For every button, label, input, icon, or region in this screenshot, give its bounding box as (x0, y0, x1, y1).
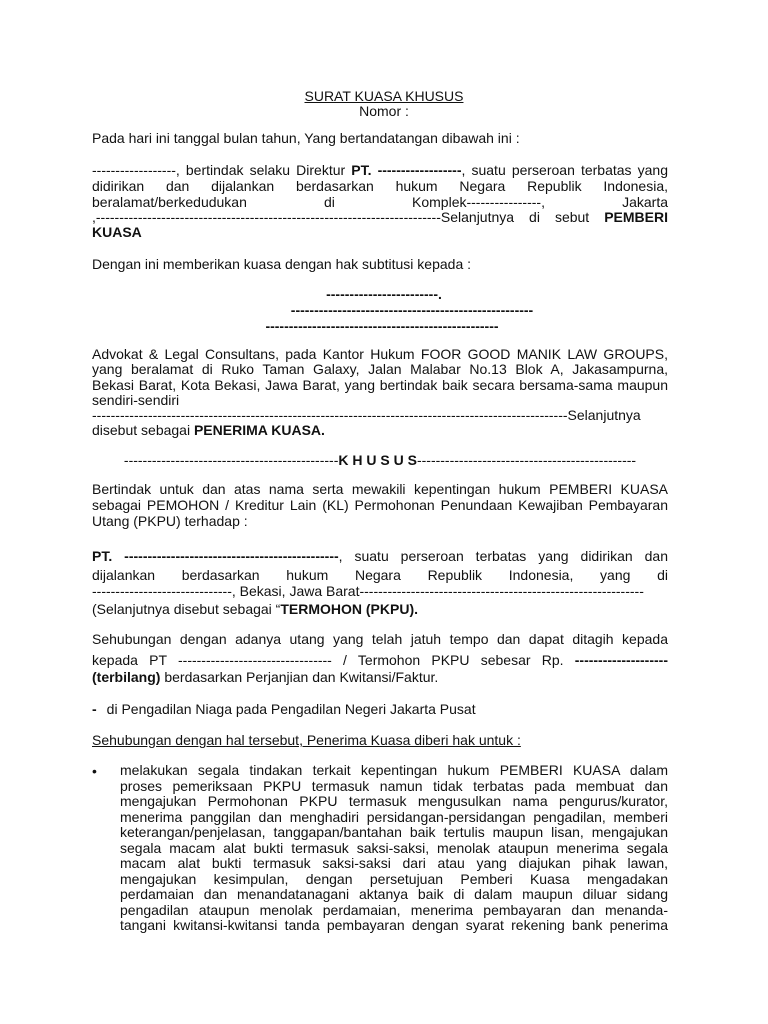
document-title: SURAT KUASA KHUSUS (304, 88, 464, 104)
bertindak-line-1: Bertindak untuk dan atas nama serta mewakili kepentingan hukum PEMBERI KUASA (92, 481, 668, 497)
bullet-line: mengajukan kesimpulan, dengan persetujuan Pemberi Kuasa mengadakan (120, 870, 668, 887)
utang-line-2: kepada PT --------------------------------- / Termohon PKPU sebesar Rp. -------------------- (92, 652, 668, 668)
bullet-icon: • (92, 763, 97, 779)
utang-line-1: Sehubungan dengan adanya utang yang telah jatuh tempo dan dapat ditagih kepada (92, 631, 668, 647)
advokat-line-5: ------------------------------------------------------------------------------------------------------Selanjutnya (92, 408, 641, 423)
grantor-line-4: ,--------------------------------------------------------------------------Selanjutnya di sebut PEMBERI (92, 209, 668, 225)
termohon-line-3: ------------------------------, Bekasi, Jawa Barat------------------------------------------------------------- (92, 584, 644, 599)
termohon-line-2: dijalankan berdasarkan hukum Negara Republik Indonesia, yang di (92, 567, 668, 583)
bullet-line: menerima panggilan dan menghadiri persidangan-persidangan pengadilan, memberi (120, 808, 668, 825)
advokat-line-4: sendiri-sendiri (92, 392, 180, 408)
bullet-line: melakukan segala tindakan terkait kepentingan hukum PEMBERI KUASA dalam (120, 762, 668, 778)
bullet-line: keterangan/penjelasan, tanggapan/bantahan baik tertulis maupun lisan, mengajukan (120, 824, 668, 840)
grantor-line-3: beralamat/berkedudukan di Komplek----------------, Jakarta (92, 194, 668, 210)
attorney-name-1: ------------------------. (326, 286, 442, 302)
grant-paragraph: Dengan ini memberikan kuasa dengan hak subtitusi kepada : (92, 256, 472, 272)
termohon-line-1: PT. ----------------------------------------------, suatu perseroan terbatas yang didirikan dan (92, 548, 668, 564)
bullet-line: macam alat bukti termasuk saksi-saksi dari atau yang diajukan pihak lawan, (120, 855, 668, 871)
bullet-line: segala macam alat bukti termasuk saksi-saksi, menolak ataupun menerima segala (120, 839, 668, 856)
advokat-line-6: disebut sebagai PENERIMA KUASA. (92, 422, 325, 438)
bullet-line: mengajukan Permohonan PKPU termasuk mengusulkan nama pengurus/kurator, (120, 793, 668, 809)
bertindak-line-3: Utang (PKPU) terhadap : (92, 513, 248, 529)
intro-paragraph: Pada hari ini tanggal bulan tahun, Yang bertandatangan dibawah ini : (92, 130, 520, 146)
khusus-heading: ----------------------------------------------K H U S U S----------------------------------------------- (123, 453, 637, 468)
bullet-line: tangani kwitansi-kwitansi tanda pembayaran dengan syarat rekening bank penerima (120, 917, 668, 933)
hak-heading: Sehubungan dengan hal tersebut, Penerima Kuasa diberi hak untuk : (92, 732, 521, 748)
bertindak-line-2: sebagai PEMOHON / Kreditur Lain (KL) Permohonan Penundaan Kewajiban Pembayaran (92, 497, 668, 513)
attorney-name-2: ---------------------------------------------------- (290, 302, 534, 318)
grantor-line-2: didirikan dan dijalankan berdasarkan hukum Negara Republik Indonesia, (92, 178, 668, 194)
bullet-line: proses pemeriksaan PKPU termasuk namun tidak terbatas pada membuat dan (120, 777, 668, 794)
termohon-line-4: (Selanjutnya disebut sebagai “TERMOHON (PKPU). (92, 601, 419, 617)
advokat-line-1: Advokat & Legal Consultans, pada Kantor Hukum FOOR GOOD MANIK LAW GROUPS, (92, 346, 668, 362)
utang-line-3: (terbilang) berdasarkan Perjanjian dan Kwitansi/Faktur. (92, 669, 439, 685)
advokat-line-3: Bekasi Barat, Kota Bekasi, Jawa Barat, yang bertindak baik secara bersama-sama maupun (92, 377, 668, 393)
pengadilan-line: - di Pengadilan Niaga pada Pengadilan Negeri Jakarta Pusat (92, 701, 476, 717)
grantor-line-1: ------------------, bertindak selaku Direktur PT. ------------------, suatu perseroan terbatas yang (92, 162, 668, 178)
document-number: Nomor : (359, 103, 409, 119)
attorney-name-3: -------------------------------------------------- (265, 318, 499, 334)
advokat-line-2: yang beralamat di Ruko Taman Galaxy, Jalan Malabar No.13 Blok A, Jakasampurna, (92, 361, 668, 377)
bullet-text (120, 763, 668, 934)
bullet-line: perdamaian dan menandatanagani aktanya baik di dalam maupun diluar sidang (120, 886, 668, 902)
bullet-line: pengadilan ataupun menolak perdamaian, menerima pembayaran dan menanda- (120, 901, 668, 918)
grantor-line-5: KUASA (92, 224, 142, 240)
